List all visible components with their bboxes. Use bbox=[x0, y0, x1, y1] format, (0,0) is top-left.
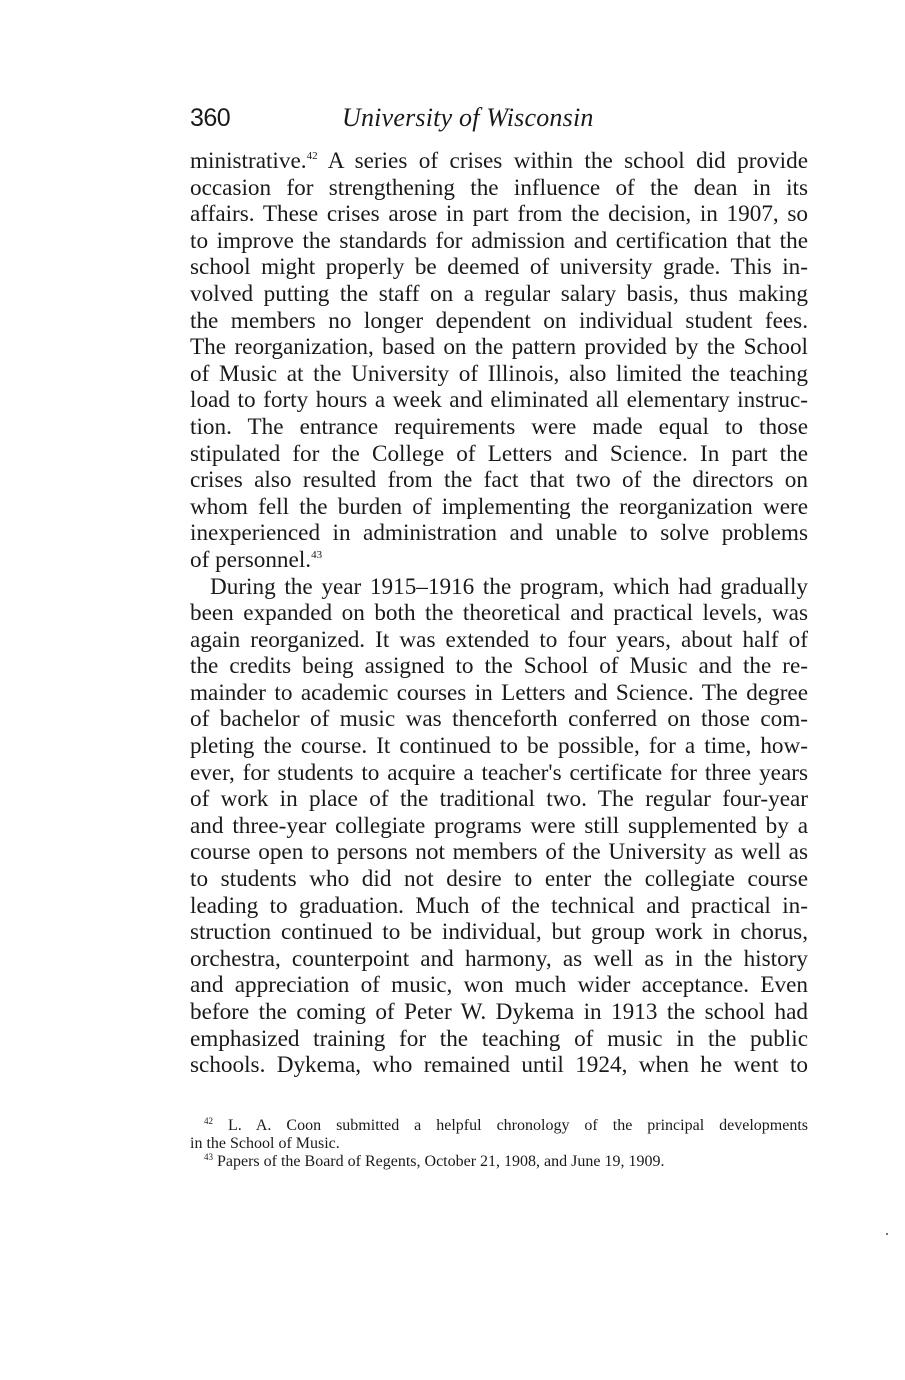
footnote-marker: 43 bbox=[204, 1152, 213, 1162]
text-line: and three-year collegiate programs were still supplemented by a bbox=[190, 812, 808, 839]
text-line: occasion for strengthening the influence of the dean in its bbox=[190, 174, 808, 201]
text-line: of personnel.$^{43}$ bbox=[190, 546, 323, 573]
text-line: stipulated for the College of Letters and Science. In part the bbox=[190, 440, 808, 467]
text-line: ministrative.$^{42}$ A series of crises within the school did provide bbox=[190, 148, 808, 174]
footnote-line: $^{42}$ L. A. Coon submitted a helpful chronology of the principal developments bbox=[204, 1116, 809, 1134]
text-line: struction continued to be individual, but group work in chorus, bbox=[190, 919, 808, 946]
text-line: the members no longer dependent on individual student fees. bbox=[190, 307, 808, 334]
footnote-42 bbox=[190, 1117, 808, 1153]
text-line: emphasized training for the teaching of music in the public bbox=[190, 1025, 808, 1052]
text-line: to improve the standards for admission and certification that the bbox=[190, 227, 808, 254]
text-line: load to forty hours a week and eliminated all elementary instruc- bbox=[190, 387, 808, 414]
text-line: tion. The entrance requirements were made equal to those bbox=[190, 413, 808, 440]
text-line: course open to persons not members of the University as well as bbox=[190, 839, 808, 866]
text-line: crises also resulted from the fact that two of the directors on bbox=[190, 467, 808, 494]
text-line: inexperienced in administration and unable to solve problems bbox=[190, 520, 808, 547]
paragraph-1 bbox=[190, 148, 808, 574]
text-line: volved putting the staff on a regular salary basis, thus making bbox=[190, 280, 808, 307]
footnotes bbox=[190, 1117, 808, 1171]
page-header bbox=[190, 100, 810, 140]
text-line: to students who did not desire to enter the collegiate course bbox=[190, 866, 808, 893]
footnote-marker: 42 bbox=[204, 1116, 213, 1126]
text-line: schools. Dykema, who remained until 1924, when he went to bbox=[190, 1052, 808, 1079]
text-line: affairs. These crises arose in part from the decision, in 1907, so bbox=[190, 201, 808, 228]
text-line: of Music at the University of Illinois, also limited the teaching bbox=[190, 360, 808, 387]
footnote-line: in the School of Music. bbox=[190, 1135, 340, 1152]
text-line: been expanded on both the theoretical and practical levels, was bbox=[190, 600, 808, 627]
running-title: University of Wisconsin bbox=[342, 103, 594, 132]
footnote-ref-43[interactable]: 43 bbox=[311, 548, 323, 561]
text-line: and appreciation of music, won much wider acceptance. Even bbox=[190, 972, 808, 999]
text-line: school might properly be deemed of university grade. This in- bbox=[190, 254, 808, 281]
footnote-43 bbox=[190, 1153, 808, 1171]
text-line: before the coming of Peter W. Dykema in 1913 the school had bbox=[190, 999, 808, 1025]
text-line: again reorganized. It was extended to four years, about half of bbox=[190, 626, 808, 653]
text-line: The reorganization, based on the pattern provided by the School bbox=[190, 334, 808, 361]
page-number: 360 bbox=[190, 104, 231, 132]
footnote-line: $^{43}$ Papers of the Board of Regents, October 21, 1908, and June 19, 1909. bbox=[204, 1152, 665, 1170]
text-line: During the year 1915–1916 the program, which had gradually bbox=[210, 573, 808, 600]
text-line: the credits being assigned to the School of Music and the re- bbox=[190, 653, 808, 680]
text-line: of bachelor of music was thenceforth conferred on those com- bbox=[190, 706, 808, 733]
text-line: leading to graduation. Much of the technical and practical in- bbox=[190, 892, 808, 919]
text-line: ever, for students to acquire a teacher's certificate for three years bbox=[190, 759, 808, 786]
text-line: orchestra, counterpoint and harmony, as well as in the history bbox=[190, 945, 808, 972]
footnote-ref-42[interactable]: 42 bbox=[306, 150, 318, 162]
text-line: mainder to academic courses in Letters and Science. The degree bbox=[190, 679, 808, 706]
text-line: pleting the course. It continued to be possible, for a time, how- bbox=[190, 733, 808, 760]
text-line: whom fell the burden of implementing the reorganization were bbox=[190, 493, 808, 520]
body-text bbox=[190, 148, 808, 1079]
text-line: of work in place of the traditional two. The regular four-year bbox=[190, 786, 808, 813]
paragraph-2 bbox=[190, 574, 808, 1079]
scan-speck bbox=[886, 1233, 888, 1235]
